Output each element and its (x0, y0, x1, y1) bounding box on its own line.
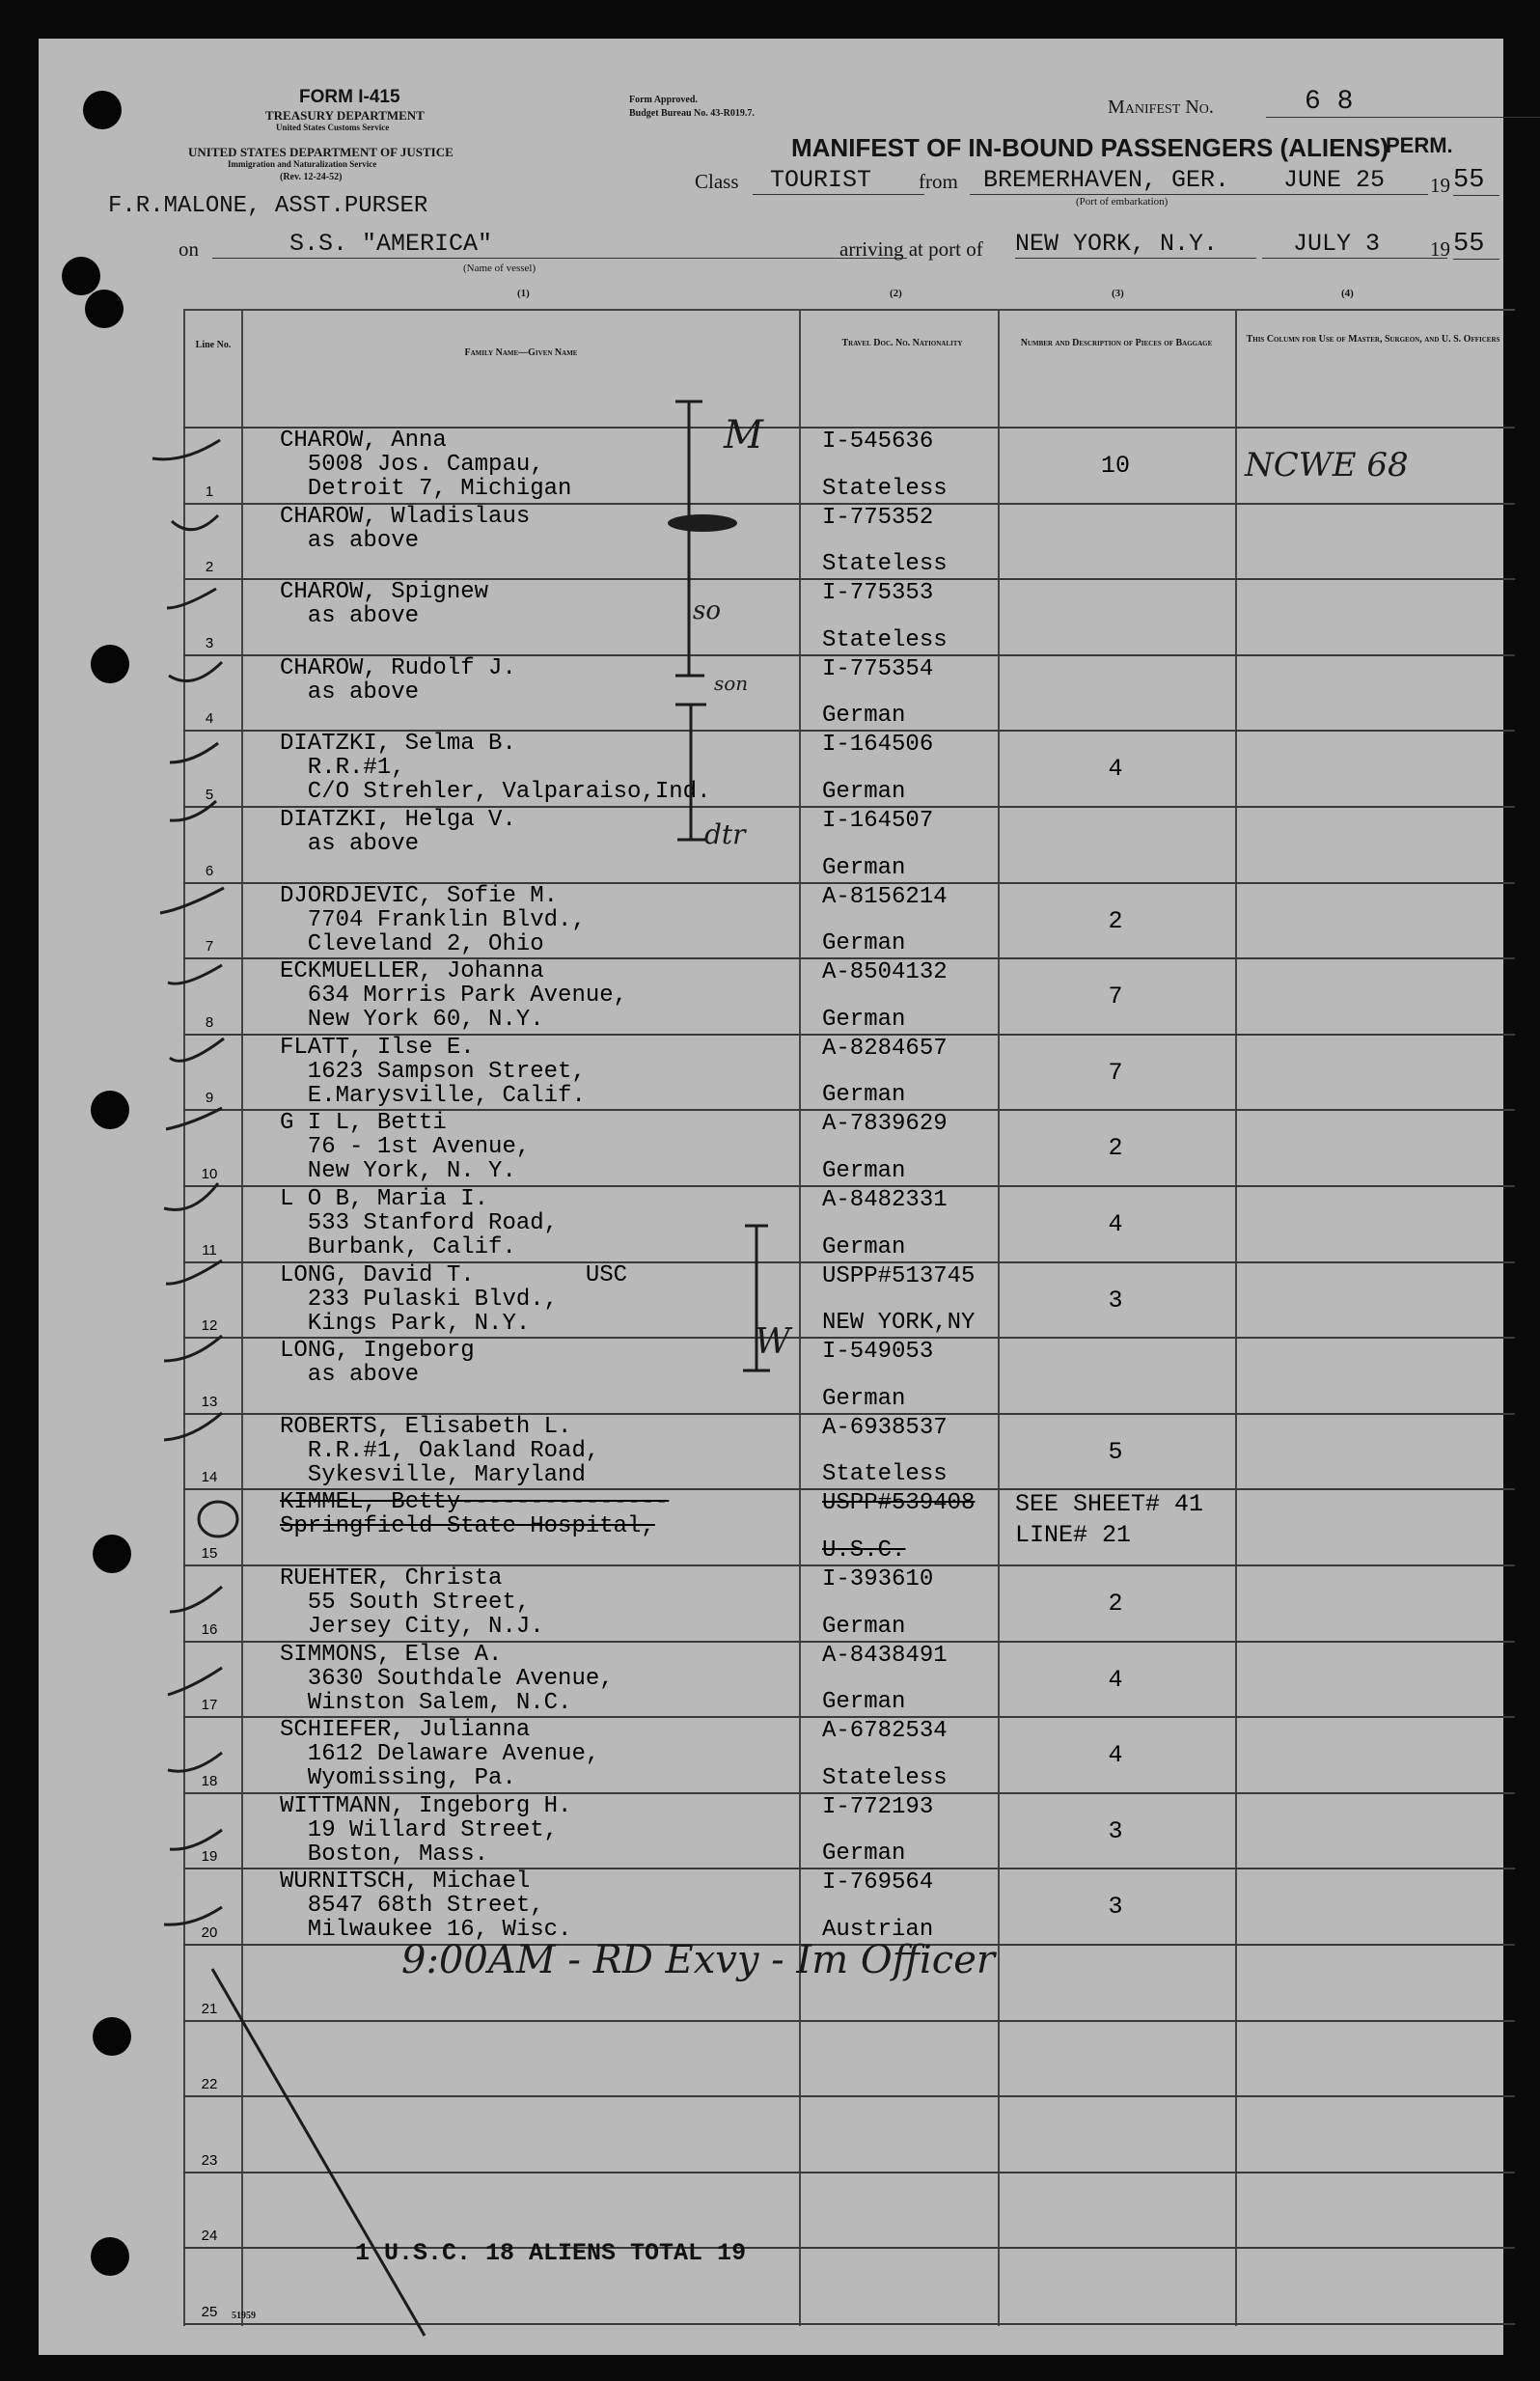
binder-hole (93, 1535, 131, 1573)
nationality: German (822, 779, 906, 805)
manifest-label: Manifest No. (1108, 97, 1214, 118)
passenger-address: 5008 Jos. Campau, (280, 452, 544, 478)
travel-doc-no: I-164506 (822, 732, 934, 759)
passenger-address: New York, N. Y. (280, 1158, 516, 1185)
nationality: Stateless (822, 1764, 948, 1791)
line-number: 18 (201, 1772, 218, 1789)
passenger-address: 7704 Franklin Blvd., (280, 906, 586, 933)
header-travel-doc: Travel Doc. No. Nationality (841, 338, 963, 348)
travel-doc-no: I-545636 (822, 429, 934, 455)
passenger-address: E.Marysville, Calif. (280, 1082, 586, 1109)
binder-hole (85, 290, 124, 328)
line-number: 6 (205, 862, 214, 879)
year-prefix-arr: 19 (1430, 237, 1450, 261)
handwritten-relation-so: so (693, 596, 721, 625)
passenger-address: New York 60, N.Y. (280, 1007, 544, 1034)
col-num-3: (3) (1112, 288, 1124, 299)
header-officers: This Column for Use of Master, Surgeon, and U. S. Officers (1246, 334, 1500, 345)
binder-hole (62, 257, 100, 295)
vessel-caption: (Name of vessel) (463, 263, 536, 274)
passenger-name: FLATT, Ilse E. (280, 1034, 475, 1061)
manifest-number: 6 8 (1266, 87, 1540, 118)
col-num-2: (2) (890, 288, 902, 299)
baggage-count: 4 (1108, 755, 1123, 784)
vessel-name: S.S. "AMERICA" (212, 230, 907, 259)
binder-hole (91, 1091, 129, 1129)
arriving-label: arriving at port of (839, 237, 983, 261)
nationality: U.S.C. (822, 1537, 906, 1564)
travel-doc-no: A-6938537 (822, 1414, 948, 1441)
travel-doc-no: I-549053 (822, 1339, 934, 1366)
passenger-address: Burbank, Calif. (280, 1234, 516, 1260)
line-number: 12 (201, 1317, 218, 1335)
arrival-port: NEW YORK, N.Y. (1015, 230, 1256, 259)
header-line-no: Line No. (195, 340, 232, 350)
handwritten-relation-wife: W (755, 1322, 791, 1362)
passenger-name: RUEHTER, Christa (280, 1565, 503, 1592)
passenger-name: CHAROW, Wladislaus (280, 503, 531, 530)
travel-doc-no: USPP#539408 (822, 1490, 976, 1517)
nationality: German (822, 930, 906, 957)
passenger-name: G I L, Betti (280, 1110, 447, 1137)
year-prefix-from: 19 (1430, 174, 1450, 197)
family-brackets (39, 39, 1503, 2355)
footer-code: 51959 (232, 2311, 256, 2321)
baggage-note: LINE# 21 (1015, 1521, 1132, 1550)
passenger-name: SCHIEFER, Julianna (280, 1717, 531, 1744)
passenger-address: Jersey City, N.J. (280, 1614, 544, 1640)
nationality: German (822, 703, 906, 730)
line-number: 2 (205, 559, 214, 576)
baggage-count: 4 (1108, 1210, 1123, 1238)
passenger-address: Wyomissing, Pa. (280, 1765, 516, 1792)
baggage-count: 10 (1100, 452, 1130, 480)
travel-doc-no: A-8482331 (822, 1187, 948, 1213)
passenger-address: Kings Park, N.Y. (280, 1310, 531, 1337)
line-number: 23 (201, 2151, 218, 2169)
nationality: German (822, 1689, 906, 1716)
travel-doc-no: I-775353 (822, 580, 934, 607)
binder-hole (91, 2237, 129, 2276)
class-value: TOURIST (753, 166, 924, 195)
passenger-name: SIMMONS, Else A. (280, 1641, 503, 1668)
line-number: 21 (201, 2000, 218, 2017)
passenger-address: 3630 Southdale Avenue, (280, 1665, 614, 1692)
from-label: from (919, 170, 958, 193)
embarkation-year: 55 (1453, 166, 1499, 196)
ins-service: Immigration and Naturalization Service (228, 159, 377, 169)
line-number: 4 (205, 710, 214, 728)
passenger-name: LONG, David T. USC (280, 1261, 628, 1288)
passenger-name: WURNITSCH, Michael (280, 1869, 531, 1896)
arrival-date: JULY 3 (1262, 230, 1447, 259)
embarkation-date: JUNE 25 (1272, 166, 1428, 195)
line-number: 16 (201, 1620, 218, 1638)
line-number: 8 (205, 1013, 214, 1031)
passenger-address: as above (280, 603, 420, 630)
passenger-address: 55 South Street, (280, 1590, 531, 1616)
budget-bureau: Budget Bureau No. 43-R019.7. (629, 108, 755, 119)
passenger-name: LONG, Ingeborg (280, 1338, 475, 1365)
line-number: 20 (201, 1924, 218, 1941)
passenger-name: ECKMUELLER, Johanna (280, 958, 544, 985)
line-number: 25 (201, 2304, 218, 2320)
passenger-address: as above (280, 831, 420, 857)
passenger-address: Boston, Mass. (280, 1841, 489, 1868)
nationality: German (822, 1006, 906, 1033)
travel-doc-no: I-164507 (822, 808, 934, 834)
passenger-address: R.R.#1, Oakland Road, (280, 1437, 600, 1464)
travel-doc-no: A-8284657 (822, 1035, 948, 1062)
nationality: Stateless (822, 626, 948, 653)
nationality: NEW YORK,NY (822, 1310, 976, 1337)
passenger-address: Detroit 7, Michigan (280, 476, 572, 502)
passenger-name: DIATZKI, Helga V. (280, 807, 516, 833)
passenger-address: 533 Stanford Road, (280, 1210, 559, 1236)
passenger-address: 19 Willard Street, (280, 1816, 559, 1843)
baggage-count: 7 (1108, 983, 1123, 1011)
travel-doc-no: A-8438491 (822, 1642, 948, 1669)
line-number: 1 (205, 483, 214, 500)
handwritten-officer-note: 9:00AM - RD Exvy - Im Officer (401, 1938, 995, 1982)
passenger-address: R.R.#1, (280, 755, 405, 782)
passenger-address: 634 Morris Park Avenue, (280, 983, 628, 1010)
travel-doc-no: I-769564 (822, 1869, 934, 1896)
class-label: Class (695, 170, 739, 193)
passenger-address: 1623 Sampson Street, (280, 1058, 586, 1085)
passenger-name: L O B, Maria I. (280, 1186, 489, 1212)
officer-notation: NCWE 68 (1245, 446, 1409, 485)
travel-doc-no: A-8156214 (822, 883, 948, 910)
travel-doc-no: I-775352 (822, 504, 934, 531)
line-number: 24 (201, 2228, 218, 2245)
passenger-address: Cleveland 2, Ohio (280, 930, 544, 957)
line-number: 9 (205, 1090, 214, 1107)
customs-service: United States Customs Service (276, 123, 390, 132)
passenger-address: 233 Pulaski Blvd., (280, 1286, 559, 1313)
form-number: FORM I-415 (299, 87, 400, 107)
revision: (Rev. 12-24-52) (280, 172, 343, 182)
manifest-sheet (39, 39, 1503, 2355)
aliens-total: 1 U.S.C. 18 ALIENS TOTAL 19 (355, 2239, 747, 2267)
travel-doc-no: A-7839629 (822, 1111, 948, 1138)
port-embarkation-caption: (Port of embarkation) (1076, 196, 1169, 208)
handwritten-relation-dtr: dtr (704, 818, 746, 850)
passenger-name: WITTMANN, Ingeborg H. (280, 1792, 572, 1819)
line-number: 14 (201, 1469, 218, 1486)
travel-doc-no: A-8504132 (822, 959, 948, 986)
baggage-count: 2 (1108, 1590, 1123, 1618)
baggage-count: 3 (1108, 1286, 1123, 1315)
line-number: 10 (201, 1166, 218, 1182)
line-number: 22 (201, 2076, 218, 2093)
baggage-count: 4 (1108, 1741, 1123, 1770)
line-number: 13 (201, 1393, 218, 1410)
arrival-year: 55 (1453, 230, 1499, 260)
nationality: German (822, 854, 906, 881)
baggage-count: 3 (1108, 1893, 1123, 1922)
on-label: on (179, 237, 199, 261)
col-num-1: (1) (517, 288, 530, 299)
passenger-address: as above (280, 1362, 420, 1389)
nationality: Stateless (822, 551, 948, 578)
nationality: Stateless (822, 475, 948, 502)
justice-dept: UNITED STATES DEPARTMENT OF JUSTICE (188, 145, 454, 159)
line-number: 5 (205, 787, 214, 803)
passenger-address: as above (280, 527, 420, 554)
baggage-count: 7 (1108, 1058, 1123, 1087)
nationality: Stateless (822, 1461, 948, 1488)
passenger-address: as above (280, 678, 420, 706)
passenger-address: 8547 68th Street, (280, 1893, 544, 1920)
passenger-name: DJORDJEVIC, Sofie M. (280, 882, 559, 909)
handwritten-relation-mother: M (724, 413, 763, 457)
passenger-name: ROBERTS, Elisabeth L. (280, 1413, 572, 1440)
baggage-count: 5 (1108, 1437, 1123, 1466)
baggage-count: 2 (1108, 1134, 1123, 1163)
header-baggage: Number and Description of Pieces of Baggage (1020, 338, 1213, 348)
passenger-address: 76 - 1st Avenue, (280, 1134, 531, 1161)
line-number: 3 (205, 634, 214, 651)
line-number: 11 (202, 1241, 217, 1259)
binder-hole (91, 645, 129, 683)
binder-hole (83, 91, 122, 129)
passenger-name: CHAROW, Anna (280, 428, 447, 454)
passenger-address: Winston Salem, N.C. (280, 1689, 572, 1716)
nationality: German (822, 1233, 906, 1260)
nationality: German (822, 1385, 906, 1412)
travel-doc-no: I-772193 (822, 1793, 934, 1820)
perm-label: PERM. (1386, 133, 1453, 157)
travel-doc-no: I-393610 (822, 1566, 934, 1592)
passenger-name: DIATZKI, Selma B. (280, 731, 516, 758)
passenger-name: CHAROW, Rudolf J. (280, 654, 516, 681)
line-number: 15 (201, 1545, 218, 1562)
passenger-address: C/O Strehler, Valparaiso,Ind. (280, 779, 711, 806)
line-number: 17 (201, 1697, 218, 1714)
treasury-dept: TREASURY DEPARTMENT (265, 108, 425, 123)
nationality: German (822, 1082, 906, 1109)
binder-hole (93, 2017, 131, 2056)
baggage-count: SEE SHEET# 41 (1015, 1490, 1204, 1519)
nationality: German (822, 1841, 906, 1868)
nationality: German (822, 1613, 906, 1640)
line-number: 19 (201, 1848, 218, 1866)
form-approved: Form Approved. (629, 95, 698, 105)
travel-doc-no: I-775354 (822, 655, 934, 682)
line-number: 7 (205, 938, 214, 955)
baggage-count: 3 (1108, 1816, 1123, 1845)
passenger-name: KIMMEL, Betty--------------- (280, 1489, 670, 1516)
handwritten-relation-son: son (714, 672, 749, 695)
manifest-title: MANIFEST OF IN-BOUND PASSENGERS (ALIENS) (791, 133, 1389, 162)
travel-doc-no: USPP#513745 (822, 1262, 976, 1289)
baggage-count: 4 (1108, 1665, 1123, 1694)
baggage-count: 2 (1108, 906, 1123, 935)
passenger-address: 1612 Delaware Avenue, (280, 1741, 600, 1768)
header-family-name: Family Name—Given Name (464, 347, 578, 358)
nationality: German (822, 1158, 906, 1184)
nationality: Austrian (822, 1917, 934, 1943)
col-num-4: (4) (1341, 288, 1354, 299)
passenger-name: CHAROW, Spignew (280, 579, 489, 606)
passenger-address: Sykesville, Maryland (280, 1461, 586, 1488)
passenger-address: Springfield State Hospital, (280, 1513, 655, 1540)
port-of-embarkation: BREMERHAVEN, GER. (970, 166, 1273, 195)
travel-doc-no: A-6782534 (822, 1718, 948, 1745)
passenger-address: Milwaukee 16, Wisc. (280, 1917, 572, 1944)
purser: F.R.MALONE, ASST.PURSER (108, 193, 428, 219)
